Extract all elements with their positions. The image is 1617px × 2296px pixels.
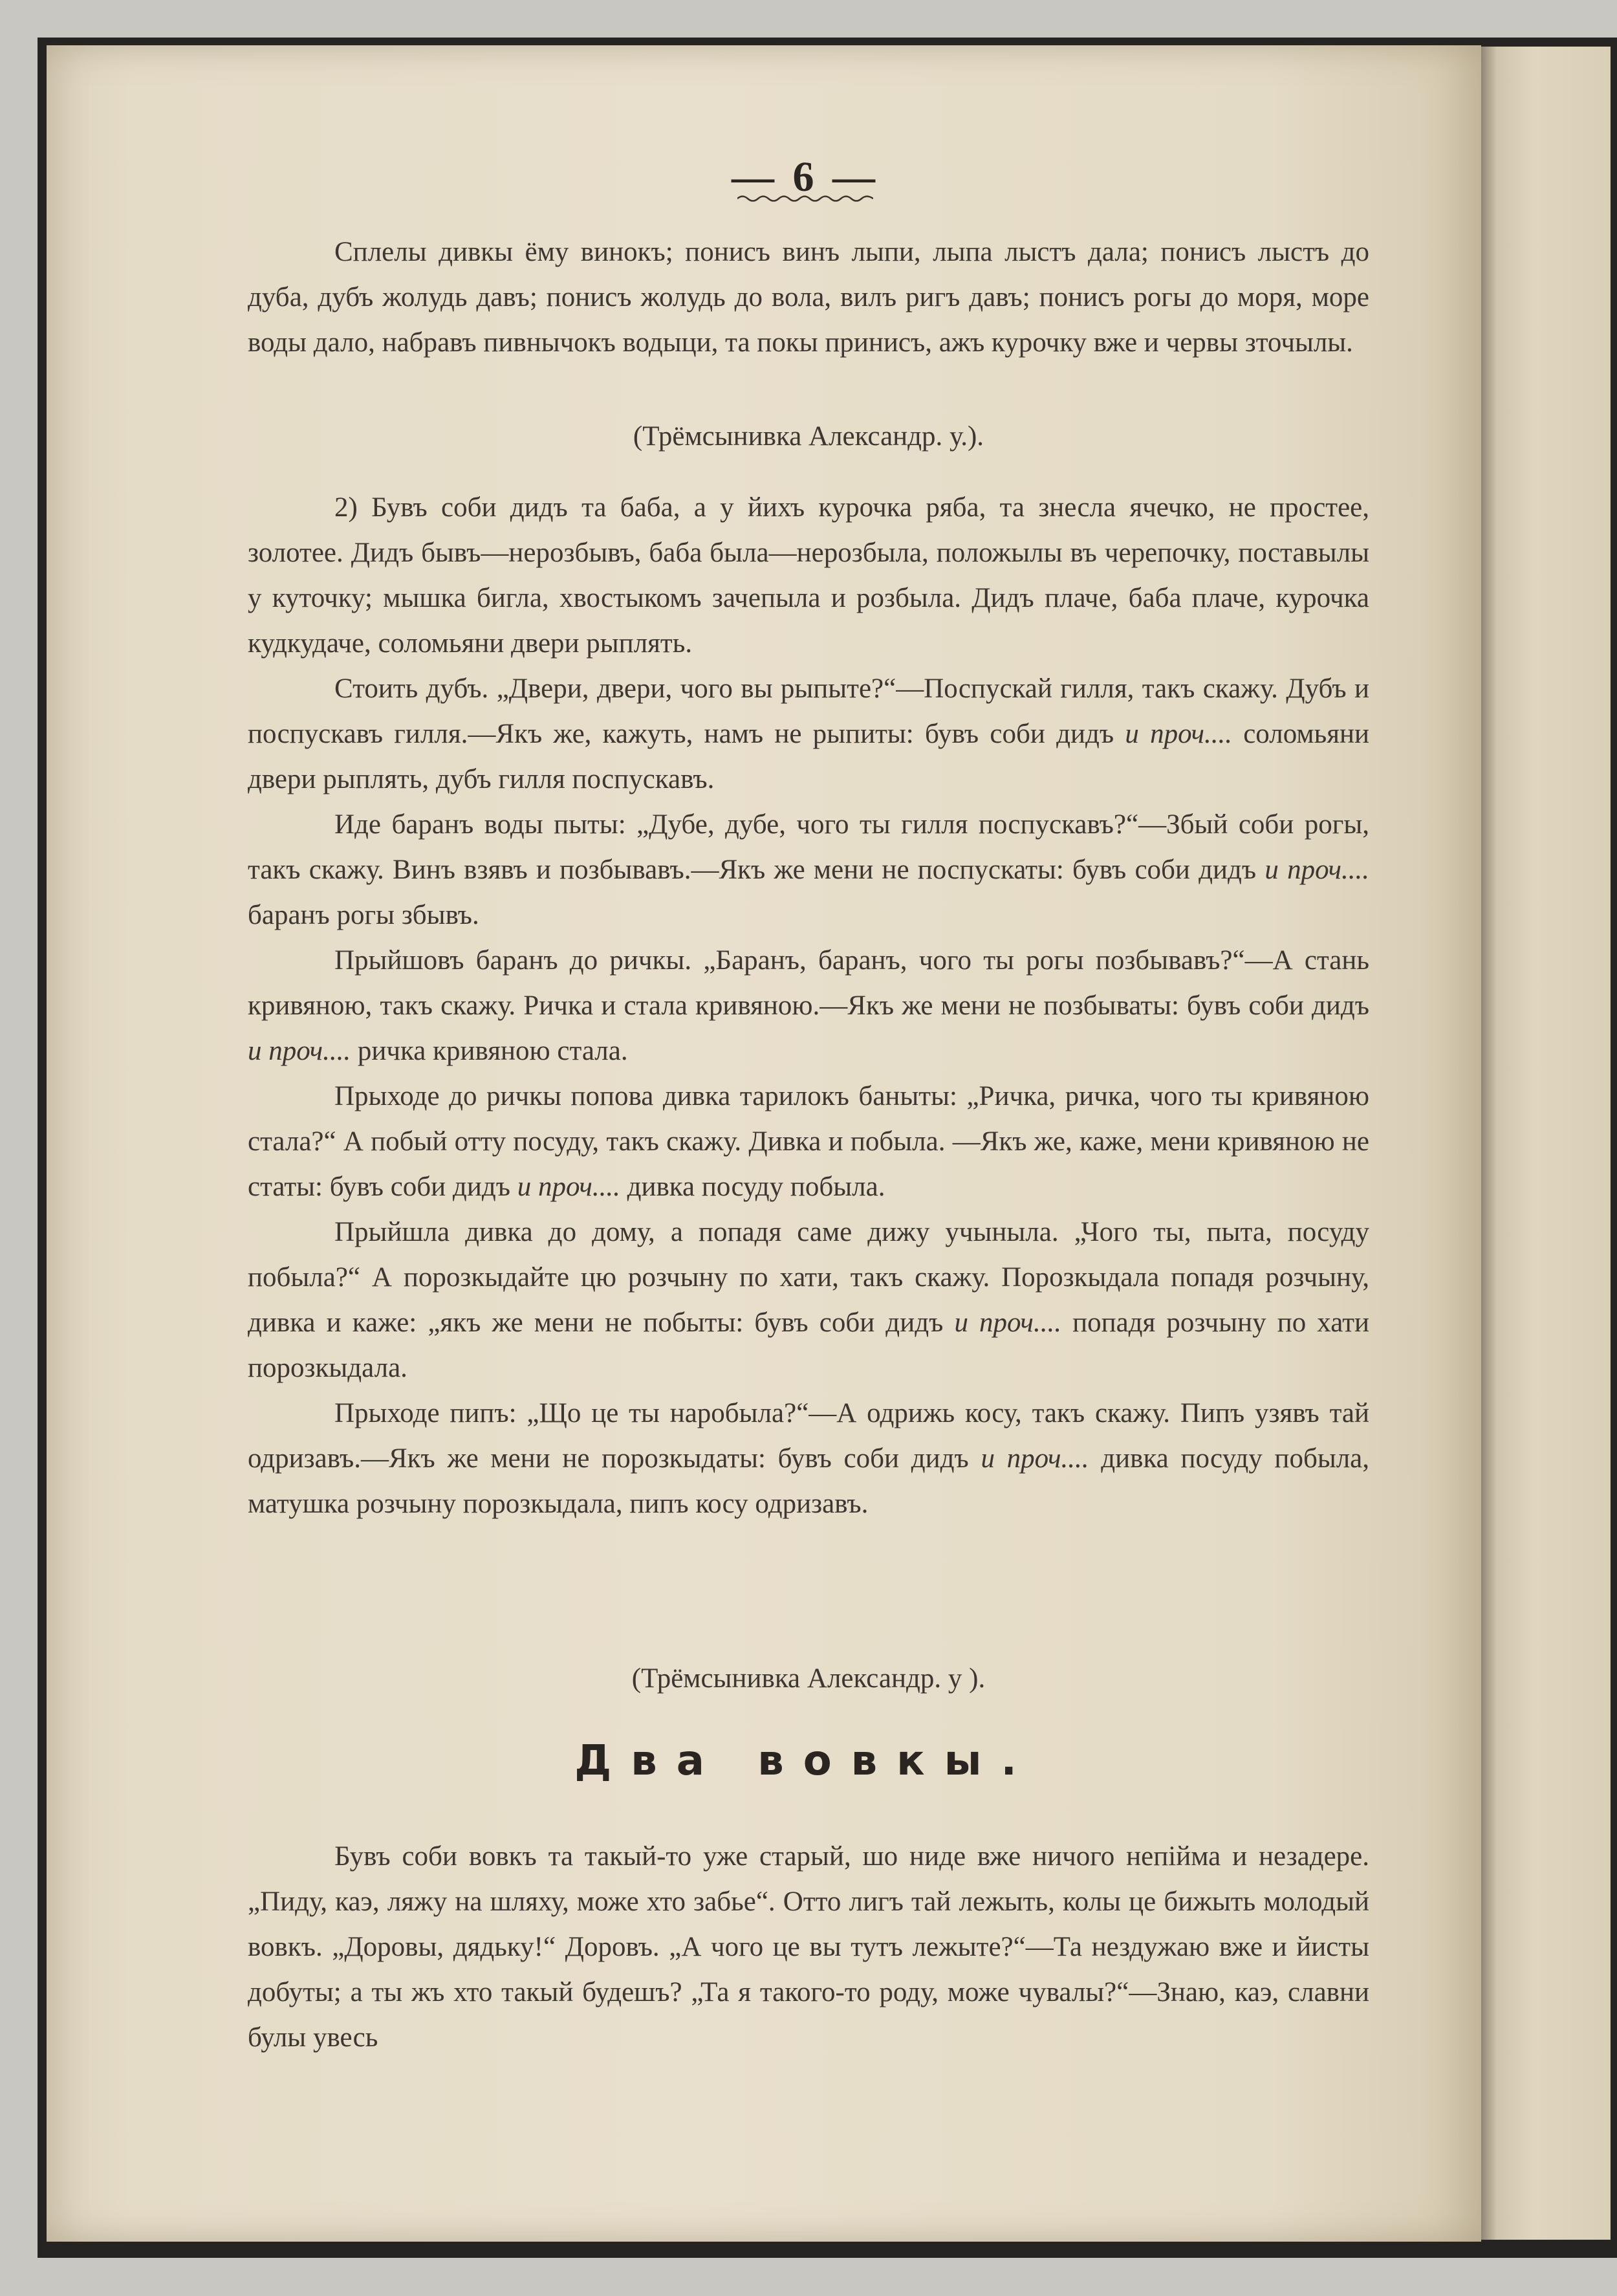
paragraph	[248, 1074, 1369, 1210]
paragraph-text: ричка кривяною стала.	[357, 1036, 628, 1066]
paragraph-text: Прыходе пипъ: „Що це ты наробыла?“—А одрижь косу, такъ скажу. Пипъ узявъ тай одризавъ.—Якъ же мени не порозкыдаты: бувъ соби дидъ	[248, 1398, 1369, 1474]
emphasis: и проч....	[1264, 855, 1370, 885]
source-note-2: (Трёмсынивка Александр. у ).	[631, 1663, 986, 1694]
page-number: — 6 —	[732, 153, 879, 201]
source-note-1: (Трёмсынивка Александр. у.).	[633, 421, 984, 452]
emphasis: и проч....	[517, 1172, 620, 1202]
paragraph-text: дивка посуду побыла.	[627, 1172, 885, 1202]
section-title: Два вовкы.	[574, 1737, 1036, 1785]
paragraph-text: баранъ рогы збывъ.	[248, 900, 479, 930]
paragraph	[248, 802, 1369, 938]
text-block-3	[248, 1834, 1369, 2061]
paragraph-text: Стоить дубъ. „Двери, двери, чого вы рыпыте?“—Поспускай гилля, такъ скажу. Дубъ и поспускавъ гилля.—Якъ же, кажуть, намъ не рыпиты: бувъ соби дидъ	[248, 673, 1369, 749]
paragraph	[248, 666, 1369, 802]
emphasis: и проч....	[981, 1443, 1089, 1474]
adjacent-page-edge	[1481, 47, 1611, 2240]
paragraph-text: попадя розчыну по хати порозкыдала.	[248, 1307, 1370, 1383]
paragraph: Бувъ соби вовкъ та такый-то уже старый, шо ниде вже ничого непiйма и незадере. „Пиду, каэ, ляжу на шляху, може хто забье“. Отто лигъ тай лежыть, колы це бижыть молодый вовкъ. „Доровы, дядьку!“ Доровъ. „А чого це вы тутъ лежыте?“—Та нездужаю вже и йисты добуты; а ты жъ хто такый будешъ? „Та я такого-то роду, може чувалы?“—Знаю, каэ, славни булы увесь	[248, 1841, 1369, 2053]
paragraph-text: Прыходе до ричкы попова дивка тарилокъ баныты: „Ричка, ричка, чого ты кривяною стала?“ А побый отту посуду, такъ скажу. Дивка и побыла. —Якъ же, каже, мени кривяною не статы: бувъ соби дидъ	[248, 1081, 1369, 1202]
paragraph-text: Прыйшла дивка до дому, а попадя саме дижу учыныла. „Чого ты, пыта, посуду побыла?“ А порозкыдайте цю розчыну по хати, такъ скажу. Порозкыдала попадя розчыну, дивка и каже: „якъ же мени не побыты: бувъ соби дидъ	[248, 1217, 1369, 1338]
paragraph-text: соломьяни двери рыплять, дубъ гилля поспускавъ.	[248, 719, 1369, 794]
text-block-2	[248, 485, 1369, 1527]
paragraph	[248, 1210, 1369, 1391]
paragraph-text: Иде баранъ воды пыты: „Дубе, дубе, чого ты гилля поспускавъ?“—Збый соби рогы, такъ скажу. Винъ взявъ и позбывавъ.—Якъ же мени не поспускаты: бувъ соби дидъ	[248, 809, 1369, 885]
paragraph	[248, 938, 1369, 1074]
paragraph	[248, 1391, 1369, 1527]
emphasis: и проч....	[1125, 719, 1232, 749]
text-block-1	[248, 230, 1369, 366]
emphasis: и проч....	[954, 1307, 1061, 1338]
header-ornament	[737, 194, 873, 203]
emphasis: и проч....	[248, 1036, 351, 1066]
paragraph: Сплелы дивкы ёму винокъ; понисъ винъ лыпи, лыпа лыстъ дала; понисъ лыстъ до дуба, дубъ жолудь давъ; понисъ жолудь до вола, вилъ ригъ давъ; понисъ рогы до моря, море воды дало, набравъ пивнычокъ водыци, та покы принисъ, ажъ курочку вже и червы зточылы.	[248, 237, 1369, 358]
paragraph-text: дивка посуду побыла, матушка розчыну порозкыдала, пипъ косу одризавъ.	[248, 1443, 1370, 1519]
paragraph: 2) Бувъ соби дидъ та баба, а у йихъ курочка ряба, та знесла ячечко, не простее, золотее. Дидъ бывъ—нерозбывъ, баба была—нерозбыла, положылы въ черепочку, поставылы у куточку; мышка бигла, хвостыкомъ зачепыла и розбыла. Дидъ плаче, баба плаче, курочка кудкудаче, соломьяни двери рыплять.	[248, 492, 1369, 659]
paragraph-text: Прыйшовъ баранъ до ричкы. „Баранъ, баранъ, чого ты рогы позбывавъ?“—А стань кривяною, такъ скажу. Ричка и стала кривяною.—Якъ же мени не позбываты: бувъ соби дидъ	[248, 945, 1369, 1021]
